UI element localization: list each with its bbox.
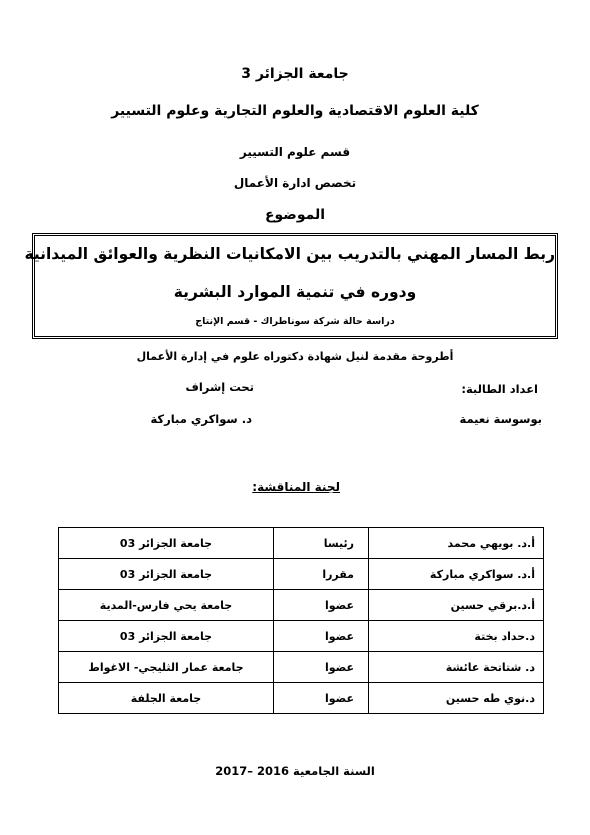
- student-name: بوسوسة نعيمة: [459, 412, 542, 426]
- member-role: عضوا: [274, 652, 369, 683]
- member-role: عضوا: [274, 683, 369, 714]
- subject-label: الموضوع: [264, 207, 326, 223]
- member-university: جامعة يحي فارس-المدية: [59, 590, 274, 621]
- member-name: د. شتاتحة عائشة: [369, 652, 544, 683]
- member-university: جامعة الجلفة: [59, 683, 274, 714]
- department-name: قسم علوم التسيير: [239, 145, 351, 159]
- member-university: جامعة عمار الثليجي- الاغواط: [59, 652, 274, 683]
- academic-year: السنة الجامعية 2016 –2017: [215, 764, 375, 778]
- committee-title: لجنة المناقشة:: [252, 480, 340, 494]
- member-role: عضوا: [274, 590, 369, 621]
- specialty-name: تخصص ادارة الأعمال: [233, 176, 357, 190]
- committee-table: [58, 527, 544, 714]
- thesis-title-box: [24, 233, 558, 339]
- member-name: أ.د.برقي حسين: [369, 590, 544, 621]
- student-label: اعداد الطالبة:: [461, 382, 538, 396]
- thesis-statement: أطروحة مقدمة لنيل شهادة دكتوراه علوم في إدارة الأعمال: [136, 350, 454, 363]
- table-row: [59, 528, 544, 559]
- member-name: أ.د. بويهي محمد: [369, 528, 544, 559]
- table-row: [59, 683, 544, 714]
- thesis-title-line-2: ودوره في تنمية الموارد البشرية: [173, 283, 417, 301]
- case-study-subtitle: دراسة حالة شركة سوناطراك - قسم الإنتاج: [195, 316, 395, 327]
- table-row: [59, 590, 544, 621]
- faculty-name: كلية العلوم الاقتصادية والعلوم التجارية وعلوم التسيير: [111, 103, 479, 119]
- member-role: عضوا: [274, 621, 369, 652]
- member-role: مقررا: [274, 559, 369, 590]
- member-name: أ.د. سواكري مباركة: [369, 559, 544, 590]
- university-name: جامعة الجزائر 3: [241, 66, 349, 82]
- supervisor-name: د. سواكري مباركة: [150, 412, 252, 426]
- table-row: [59, 559, 544, 590]
- table-row: [59, 652, 544, 683]
- thesis-title-line-1: ربط المسار المهني بالتدريب بين الامكانيات النظرية والعوائق الميدانية: [24, 245, 555, 263]
- member-name: د.حداد بختة: [369, 621, 544, 652]
- member-role: رئيسا: [274, 528, 369, 559]
- member-university: جامعة الجزائر 03: [59, 621, 274, 652]
- table-row: [59, 621, 544, 652]
- supervisor-label: تحت إشراف: [185, 380, 254, 394]
- member-university: جامعة الجزائر 03: [59, 528, 274, 559]
- member-university: جامعة الجزائر 03: [59, 559, 274, 590]
- member-name: د.نوي طه حسين: [369, 683, 544, 714]
